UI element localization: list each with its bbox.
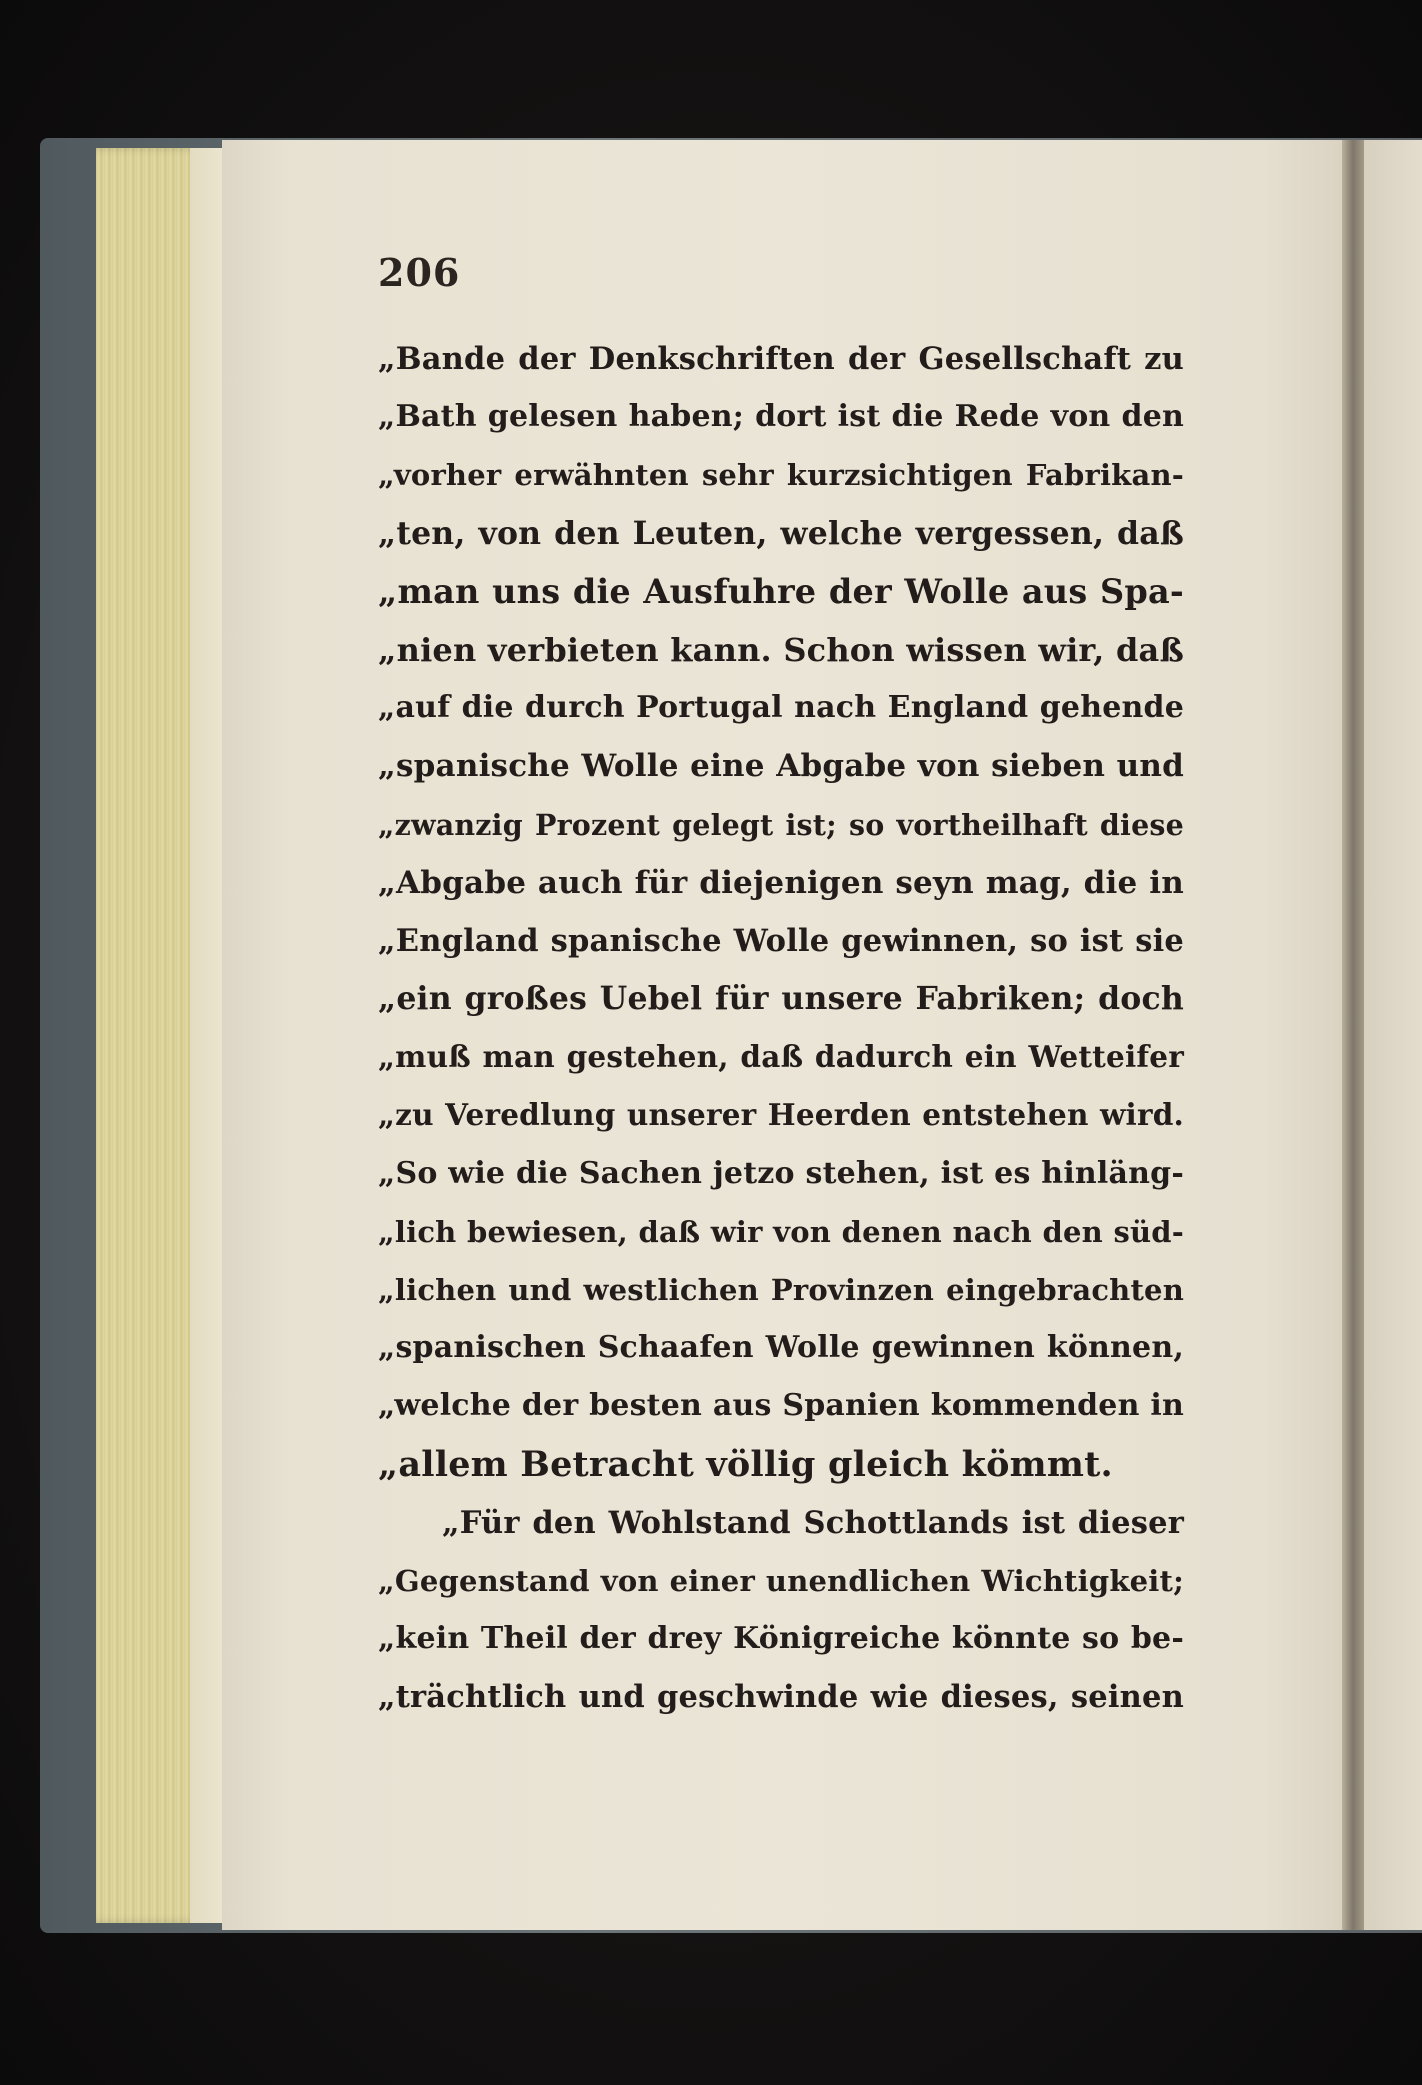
text-line-4: „ten, von den Leuten, welche vergessen, daß xyxy=(378,514,1184,552)
page-edges-inner xyxy=(190,148,224,1923)
text-line-22: „Gegenstand von einer unendlichen Wichtigkeit; xyxy=(378,1563,1184,1598)
text-line-11: „England spanische Wolle gewinnen, so ist sie xyxy=(378,922,1184,959)
book-gutter xyxy=(1342,140,1364,1930)
text-line-9: „zwanzig Prozent gelegt ist; so vortheilhaft diese xyxy=(378,807,1184,842)
text-line-6: „nien verbieten kann. Schon wissen wir, daß xyxy=(378,630,1184,669)
text-line-18: „spanischen Schaafen Wolle gewinnen können, xyxy=(378,1330,1184,1366)
text-line-14: „zu Veredlung unserer Heerden entstehen wird. xyxy=(378,1097,1184,1133)
text-line-13: „muß man gestehen, daß dadurch ein Wetteifer xyxy=(378,1039,1184,1075)
page-number: 206 xyxy=(378,250,461,295)
text-line-21: „Für den Wohlstand Schottlands ist dieser xyxy=(442,1504,1184,1541)
text-line-19: „welche der besten aus Spanien kommenden in xyxy=(378,1388,1184,1424)
text-line-3: „vorher erwähnten sehr kurzsichtigen Fabrikan- xyxy=(378,458,1184,493)
page-text xyxy=(378,330,1184,1727)
text-line-16: „lich bewiesen, daß wir von denen nach den süd- xyxy=(378,1214,1184,1249)
text-line-20: „allem Betracht völlig gleich kömmt. xyxy=(378,1443,1113,1485)
text-line-8: „spanische Wolle eine Abgabe von sieben und xyxy=(378,748,1184,785)
text-line-10: „Abgabe auch für diejenigen seyn mag, die in xyxy=(378,864,1184,901)
facing-page-edge xyxy=(1364,140,1422,1930)
text-line-1: „Bande der Denkschriften der Gesellschaft zu xyxy=(378,341,1184,377)
text-line-2: „Bath gelesen haben; dort ist die Rede von den xyxy=(378,399,1184,435)
text-line-17: „lichen und westlichen Provinzen eingebrachten xyxy=(378,1273,1184,1307)
text-line-5: „man uns die Ausfuhre der Wolle aus Spa- xyxy=(378,571,1184,611)
text-line-23: „kein Theil der drey Königreiche könnte so be- xyxy=(378,1621,1184,1657)
text-line-24: „trächtlich und geschwinde wie dieses, seinen xyxy=(378,1679,1184,1716)
text-line-12: „ein großes Uebel für unsere Fabriken; doch xyxy=(378,980,1184,1018)
text-line-15: „So wie die Sachen jetzo stehen, ist es hinläng- xyxy=(378,1155,1184,1191)
text-line-7: „auf die durch Portugal nach England gehende xyxy=(378,690,1184,726)
